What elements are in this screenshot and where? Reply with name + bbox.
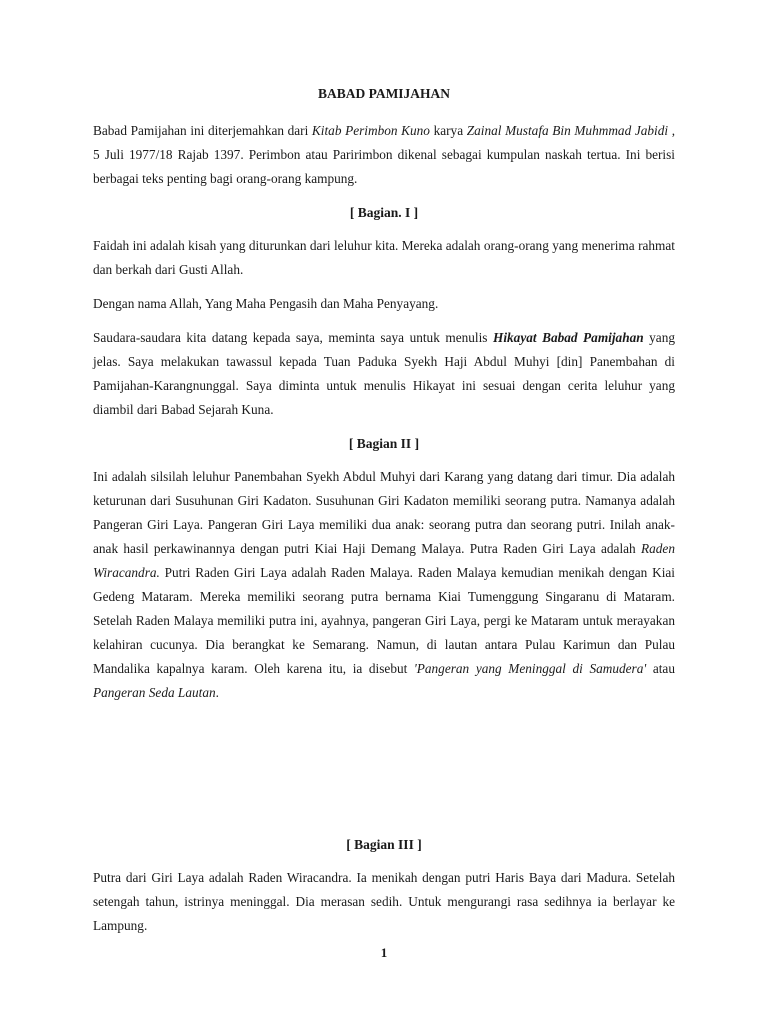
section2-paragraph-1 [93,465,675,705]
document-title: BABAD PAMIJAHAN [317,86,451,101]
raden-wiracandra-name: Raden Wiracandra. [93,541,675,580]
section2-text-4: . [215,685,219,700]
section2-text-1: Ini adalah silsilah leluhur Panembahan Syekh Abdul Muhyi dari Karang yang datang dari timur. Dia adalah keturunan dari Susuhunan Giri Kadaton. Susuhunan Giri Kadaton memiliki seorang putra. Namanya adalah Pangeran Giri Laya. Pangeran Giri Laya memiliki dua anak: seorang putra dan seorang putri. Inilah anak-anak hasil perkawinannya dengan putri Kiai Haji Demang Malaya. Putra Raden Giri Laya adalah [93,469,675,556]
section2-text-3: atau [646,661,675,676]
source-book-title: Kitab Perimbon Kuno [311,123,430,138]
intro-text-3: , 5 Juli 1977/18 Rajab 1397. Perimbon atau Paririmbon dikenal sebagai kumpulan naskah tertua. Ini berisi berbagai teks penting bagi orang-orang kampung. [93,123,676,186]
section1-paragraph-2: Dengan nama Allah, Yang Maha Pengasih dan Maha Penyayang. [93,296,439,311]
page-number: 1 [380,945,388,960]
section1-p3-text-1: Saudara-saudara kita datang kepada saya, meminta saya untuk menulis [93,330,493,345]
epithet-seda-lautan: Pangeran Seda Lautan [93,685,216,700]
blank-space [93,705,675,833]
author-name: Zainal Mustafa Bin Muhmmad Jabidi [466,123,669,138]
section2-text-2: Putri Raden Giri Laya adalah Raden Malaya. Raden Malaya kemudian menikah dengan Kiai Gedeng Mataram. Mereka memiliki seorang putra bernama Kiai Tumenggung Singaranu di Mataram. Setelah Raden Malaya memiliki putra ini, ayahnya, pangeran Giri Laya, pergi ke Mataram untuk merayakan kelahiran cucunya. Dia berangkat ke Semarang. Namun, di lautan antara Pulau Karimun dan Pulau Mandalika kapalnya karam. Oleh karena itu, ia disebut [93,565,675,676]
section1-paragraph-3 [93,326,675,422]
section1-paragraph-1: Faidah ini adalah kisah yang diturunkan dari leluhur kita. Mereka adalah orang-orang yang menerima rahmat dan berkah dari Gusti Allah. [93,238,675,277]
section-heading-3: [ Bagian III ] [346,837,422,852]
section-heading-2: [ Bagian II ] [348,436,420,451]
epithet-quote: 'Pangeran yang Meninggal di Samudera' [413,661,647,676]
document-body [93,82,675,938]
hikayat-title: Hikayat Babad Pamijahan [492,330,644,345]
section-heading-1: [ Bagian. I ] [349,205,419,220]
section1-p3-text-2: yang jelas. Saya melakukan tawassul kepada Tuan Paduka Syekh Haji Abdul Muhyi [din] Panembahan di Pamijahan-Karangnunggal. Saya diminta untuk menulis Hikayat ini sesuai dengan cerita leluhur yang diambil dari Babad Sejarah Kuna. [93,330,675,417]
section3-paragraph-1: Putra dari Giri Laya adalah Raden Wiracandra. Ia menikah dengan putri Haris Baya dari Madura. Setelah setengah tahun, istrinya meninggal. Dia merasan sedih. Untuk mengurangi rasa sedihnya ia berlayar ke Lampung. [93,870,675,933]
intro-text-2: karya [429,123,467,138]
intro-paragraph [93,119,675,191]
intro-text-1: Babad Pamijahan ini diterjemahkan dari [93,123,312,138]
